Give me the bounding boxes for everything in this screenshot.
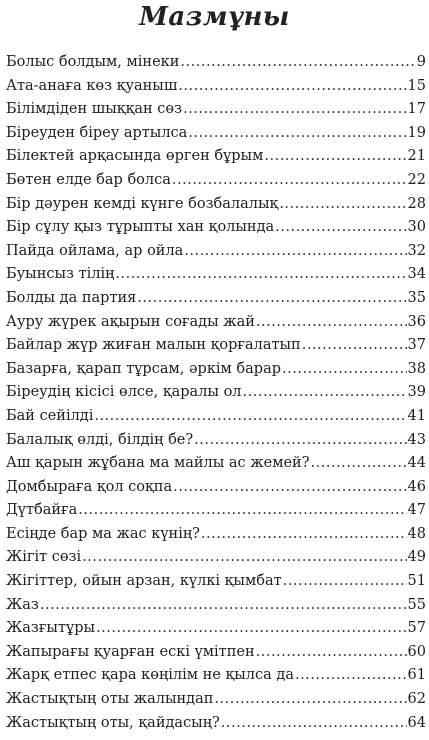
dot-leader — [188, 122, 406, 146]
toc-entry-page-number: 34 — [407, 266, 426, 283]
dot-leader — [178, 75, 406, 99]
toc-entry[interactable] — [6, 98, 426, 122]
toc-entry[interactable] — [6, 594, 426, 618]
toc-entry-title: Жастықтың оты, қайдасың? — [6, 714, 220, 731]
toc-entry-page-number: 57 — [407, 620, 426, 637]
toc-entry-page-number: 62 — [407, 691, 426, 708]
toc-entry[interactable] — [6, 240, 426, 264]
dot-leader — [78, 499, 406, 523]
dot-leader — [264, 145, 406, 169]
toc-entry-title: Ауру жүрек ақырын соғады жай — [6, 313, 255, 330]
dot-leader — [275, 216, 406, 240]
toc-entry-page-number: 15 — [407, 77, 426, 94]
toc-entry-title: Бөтен елде бар болса — [6, 171, 171, 188]
dot-leader — [183, 98, 407, 122]
toc-entry[interactable] — [6, 311, 426, 335]
toc-entry[interactable] — [6, 145, 426, 169]
toc-entry-page-number: 35 — [407, 289, 426, 306]
toc-entry-title: Бай сейілді — [6, 407, 94, 424]
toc-entry-page-number: 49 — [407, 549, 426, 566]
dot-leader — [283, 570, 407, 594]
dot-leader — [282, 358, 407, 382]
toc-entry-title: Базарға, қарап тұрсам, әркім барар — [6, 360, 282, 377]
toc-entry-title: Біреуден біреу артылса — [6, 124, 188, 141]
toc-entry-title: Бір дәурен кемді күнге бозбалалық — [6, 195, 279, 212]
toc-entry-title: Жазғытұры — [6, 620, 96, 637]
toc-entry-page-number: 36 — [407, 313, 426, 330]
toc-entry-page-number: 41 — [407, 407, 426, 424]
toc-entry-title: Жігіттер, ойын арзан, күлкі қымбат — [6, 573, 282, 590]
dot-leader — [311, 452, 407, 476]
toc-entry-page-number: 55 — [407, 596, 426, 613]
toc-entry[interactable] — [6, 358, 426, 382]
toc-entry-title: Пайда ойлама, ар ойла — [6, 242, 184, 259]
toc-entry-title: Білімдіден шыққан сөз — [6, 101, 183, 118]
toc-entry-page-number: 22 — [407, 171, 426, 188]
dot-leader — [295, 664, 407, 688]
dot-leader — [279, 193, 406, 217]
dot-leader — [184, 240, 406, 264]
toc-entry-title: Жастықтың оты жалындап — [6, 691, 214, 708]
toc-entry-page-number: 48 — [407, 525, 426, 542]
toc-entry-title: Болыс болдым, мінеки — [6, 54, 180, 70]
dot-leader — [256, 311, 407, 335]
dot-leader — [256, 641, 407, 665]
toc-entry-title: Жігіт сөзі — [6, 549, 82, 566]
toc-entry[interactable] — [6, 617, 426, 641]
toc-entry[interactable] — [6, 429, 426, 453]
toc-entry-page-number: 46 — [407, 478, 426, 495]
toc-entry-title: Есіңде бар ма жас күнің? — [6, 525, 200, 542]
toc-entry[interactable] — [6, 263, 426, 287]
toc-entry[interactable] — [6, 641, 426, 665]
toc-entry-page-number: 51 — [407, 573, 426, 590]
toc-entry[interactable] — [6, 334, 426, 358]
toc-entry[interactable] — [6, 452, 426, 476]
toc-entry-title: Ата-анаға көз қуаныш — [6, 77, 178, 94]
toc-entry-title: Балалық өлді, білдің бе? — [6, 431, 194, 448]
toc-entry-title: Біреудің кісісі өлсе, қаралы ол — [6, 384, 242, 401]
toc-entry[interactable] — [6, 122, 426, 146]
toc-entry-page-number: 43 — [407, 431, 426, 448]
dot-leader — [180, 51, 415, 75]
toc-entry-page-number: 30 — [407, 219, 426, 236]
toc-entry-title: Буынсыз тілің — [6, 266, 115, 283]
toc-entry-title: Дүтбайға — [6, 502, 78, 519]
toc-entry[interactable] — [6, 75, 426, 99]
dot-leader — [96, 617, 407, 641]
toc-entry-title: Байлар жүр жиған малын қорғалатып — [6, 337, 301, 354]
dot-leader — [173, 476, 406, 500]
toc-entry[interactable] — [6, 169, 426, 193]
toc-entry-page-number: 64 — [407, 714, 426, 731]
dot-leader — [221, 712, 407, 736]
toc-entry-page-number: 21 — [407, 148, 426, 165]
dot-leader — [94, 405, 406, 429]
toc-entry[interactable] — [6, 499, 426, 523]
toc-entry-page-number: 60 — [407, 643, 426, 660]
toc-entry[interactable] — [6, 405, 426, 429]
toc-entry-page-number: 19 — [407, 124, 426, 141]
dot-leader — [82, 546, 406, 570]
toc-entry-title: Жапырағы қуарған ескі үмітпен — [6, 643, 255, 660]
toc-entry-page-number: 61 — [407, 667, 426, 684]
toc-entry[interactable] — [6, 51, 426, 75]
toc-entry-page-number: 28 — [407, 195, 426, 212]
toc-entry-title: Аш қарын жұбана ма майлы ас жемей? — [6, 455, 310, 472]
page-title: Мазмұны — [139, 2, 290, 32]
toc-entry-page-number: 37 — [407, 337, 426, 354]
toc-entry-title: Білектей арқасында өрген бұрым — [6, 148, 264, 165]
toc-entry[interactable] — [6, 476, 426, 500]
toc-entry-page-number: 38 — [407, 360, 426, 377]
toc-entry-title: Бір сұлу қыз тұрыпты хан қолында — [6, 219, 275, 236]
toc-entry[interactable] — [6, 712, 426, 736]
toc-entry-title: Жаз — [6, 596, 39, 613]
toc-entry[interactable] — [6, 688, 426, 712]
toc-entry-page-number: 47 — [407, 502, 426, 519]
toc-entry[interactable] — [6, 193, 426, 217]
dot-leader — [40, 594, 407, 618]
dot-leader — [172, 169, 407, 193]
toc-entry-title: Домбыраға қол соқпа — [6, 478, 173, 495]
dot-leader — [201, 523, 407, 547]
toc-entry-title: Жарқ етпес қара көңілім не қылса да — [6, 667, 294, 684]
dot-leader — [194, 429, 406, 453]
toc-entry-page-number: 32 — [407, 242, 426, 259]
dot-leader — [302, 334, 407, 358]
toc-entry[interactable] — [6, 664, 426, 688]
toc-entry[interactable] — [6, 216, 426, 240]
toc-entry[interactable] — [6, 546, 426, 570]
toc-entry-title: Болды да партия — [6, 289, 137, 306]
toc-entry[interactable] — [6, 381, 426, 405]
toc-entry-page-number: 17 — [407, 101, 426, 118]
toc-entry-page-number: 39 — [407, 384, 426, 401]
dot-leader — [214, 688, 406, 712]
table-of-contents — [6, 51, 426, 735]
toc-entry-page-number: 44 — [407, 455, 426, 472]
toc-entry-page-number: 9 — [416, 54, 426, 70]
toc-entry[interactable] — [6, 523, 426, 547]
dot-leader — [243, 381, 407, 405]
dot-leader — [137, 287, 406, 311]
dot-leader — [115, 263, 406, 287]
toc-entry[interactable] — [6, 570, 426, 594]
toc-entry[interactable] — [6, 287, 426, 311]
